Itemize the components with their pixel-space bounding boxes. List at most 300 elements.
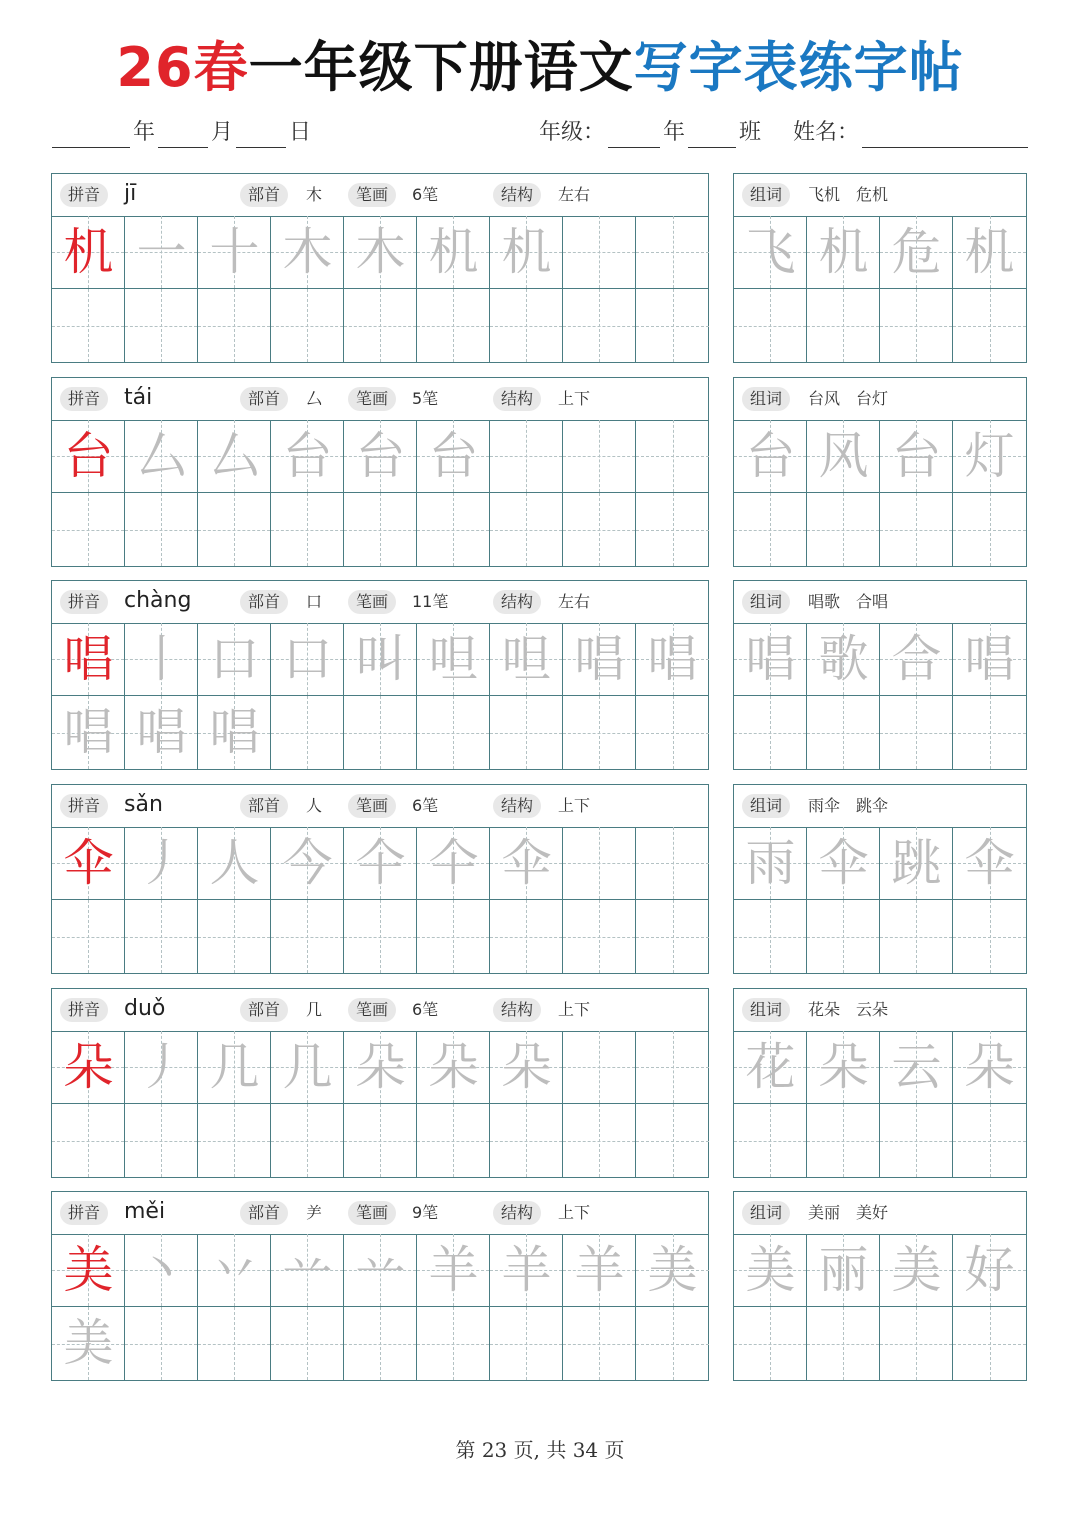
pinyin-value: duǒ xyxy=(124,996,166,1021)
word-cell[interactable] xyxy=(953,1307,1026,1380)
stroke-step-character: 朵 xyxy=(501,1038,552,1096)
name-label: 姓名： xyxy=(792,120,859,145)
word-cell[interactable] xyxy=(734,1307,807,1380)
writing-cell[interactable] xyxy=(636,900,709,973)
words-tag: 组词 xyxy=(742,794,790,818)
word-cell[interactable] xyxy=(807,623,880,696)
words-tag: 组词 xyxy=(742,1201,790,1225)
word-cell[interactable] xyxy=(953,900,1026,973)
stroke-step-character: 几 xyxy=(209,1038,260,1096)
word-cell[interactable] xyxy=(880,900,953,973)
word-cell[interactable] xyxy=(807,900,880,973)
writing-cell[interactable] xyxy=(490,900,563,973)
words-tag: 组词 xyxy=(742,998,790,1022)
word-cell[interactable] xyxy=(953,289,1026,362)
writing-cell[interactable] xyxy=(198,216,271,289)
word-cell[interactable] xyxy=(807,1104,880,1177)
writing-cell[interactable] xyxy=(198,827,271,900)
word-cell[interactable] xyxy=(734,493,807,566)
writing-cell[interactable] xyxy=(198,696,271,769)
writing-cell[interactable] xyxy=(52,1104,125,1177)
year-blank[interactable] xyxy=(52,119,130,148)
stroke-step-character: 台 xyxy=(282,427,333,485)
word-trace-character: 机 xyxy=(964,223,1015,281)
writing-cell[interactable] xyxy=(125,493,198,566)
character-info-bar xyxy=(52,1192,708,1235)
writing-cell[interactable] xyxy=(271,696,344,769)
structure-value: 上下 xyxy=(558,389,591,408)
radical-value: 人 xyxy=(306,796,323,815)
writing-cell[interactable] xyxy=(125,900,198,973)
writing-cell[interactable] xyxy=(271,493,344,566)
writing-cell[interactable] xyxy=(417,289,490,362)
writing-cell[interactable] xyxy=(52,1031,125,1104)
word-cell[interactable] xyxy=(807,1234,880,1307)
writing-cell[interactable] xyxy=(417,493,490,566)
writing-cell[interactable] xyxy=(198,623,271,696)
radical-value: 木 xyxy=(306,185,323,204)
word-cell[interactable] xyxy=(880,1031,953,1104)
writing-cell[interactable] xyxy=(52,1234,125,1307)
writing-cell[interactable] xyxy=(417,623,490,696)
model-character: 美 xyxy=(63,1241,114,1299)
writing-cell[interactable] xyxy=(198,493,271,566)
writing-cell[interactable] xyxy=(52,289,125,362)
writing-cell[interactable] xyxy=(490,623,563,696)
word-cell[interactable] xyxy=(734,696,807,769)
writing-cell[interactable] xyxy=(490,420,563,493)
writing-cell[interactable] xyxy=(198,1031,271,1104)
title-subject: 写字表练字帖 xyxy=(633,36,964,99)
radical-value: 口 xyxy=(306,592,323,611)
words-panel xyxy=(733,580,1027,770)
structure-value: 上下 xyxy=(558,1000,591,1019)
writing-cell[interactable] xyxy=(417,696,490,769)
writing-cell[interactable] xyxy=(636,216,709,289)
word-cell[interactable] xyxy=(880,827,953,900)
word-cell[interactable] xyxy=(880,1104,953,1177)
words-value: 雨伞 跳伞 xyxy=(808,796,889,815)
student-fields xyxy=(536,118,1028,148)
radical-tag: 部首 xyxy=(240,387,288,411)
writing-cell[interactable] xyxy=(563,420,636,493)
strokes-value: 6笔 xyxy=(412,1000,439,1019)
writing-cell[interactable] xyxy=(563,493,636,566)
writing-cell[interactable] xyxy=(125,1104,198,1177)
words-tag: 组词 xyxy=(742,183,790,207)
words-value: 美丽 美好 xyxy=(808,1203,889,1222)
word-cell[interactable] xyxy=(734,1234,807,1307)
writing-cell[interactable] xyxy=(636,1104,709,1177)
stroke-step-character: 今 xyxy=(282,834,333,892)
words-info-bar xyxy=(734,1192,1026,1235)
word-cell[interactable] xyxy=(880,420,953,493)
strokes-value: 6笔 xyxy=(412,185,439,204)
writing-cell[interactable] xyxy=(125,827,198,900)
stroke-step-character: 呾 xyxy=(428,630,479,688)
word-trace-character: 云 xyxy=(891,1038,942,1096)
stroke-step-character: 朵 xyxy=(428,1038,479,1096)
title-grade: 一年级下册语文 xyxy=(248,36,634,99)
strokes-tag: 笔画 xyxy=(348,183,396,207)
character-info-bar xyxy=(52,581,708,624)
writing-cell[interactable] xyxy=(198,1104,271,1177)
pinyin-value: měi xyxy=(124,1199,166,1224)
word-cell[interactable] xyxy=(734,827,807,900)
stroke-step-character: 仐 xyxy=(428,834,479,892)
pinyin-value: tái xyxy=(124,385,153,410)
word-cell[interactable] xyxy=(807,827,880,900)
writing-cell[interactable] xyxy=(271,1031,344,1104)
day-label: 日 xyxy=(289,120,312,145)
pinyin-value: chàng xyxy=(124,588,192,613)
writing-cell[interactable] xyxy=(52,1307,125,1380)
writing-cell[interactable] xyxy=(271,1234,344,1307)
word-trace-character: 花 xyxy=(745,1038,796,1096)
writing-cell[interactable] xyxy=(125,1031,198,1104)
writing-cell[interactable] xyxy=(344,289,417,362)
structure-value: 上下 xyxy=(558,796,591,815)
word-cell[interactable] xyxy=(807,696,880,769)
words-tag: 组词 xyxy=(742,590,790,614)
pinyin-value: sǎn xyxy=(124,792,163,817)
word-trace-character: 伞 xyxy=(818,834,869,892)
writing-cell[interactable] xyxy=(52,623,125,696)
character-panel xyxy=(51,377,709,567)
writing-cell[interactable] xyxy=(563,900,636,973)
character-info-bar xyxy=(52,378,708,421)
pinyin-value: jī xyxy=(124,181,137,206)
month-label: 月 xyxy=(211,120,234,145)
writing-cell[interactable] xyxy=(417,1234,490,1307)
writing-cell[interactable] xyxy=(636,1307,709,1380)
structure-value: 左右 xyxy=(558,592,591,611)
structure-value: 左右 xyxy=(558,185,591,204)
character-panel xyxy=(51,988,709,1178)
page-number: 第 23 页, 共 34 页 xyxy=(455,1438,625,1462)
word-cell[interactable] xyxy=(880,623,953,696)
word-trace-character: 台 xyxy=(891,427,942,485)
word-cell[interactable] xyxy=(734,900,807,973)
writing-cell[interactable] xyxy=(636,493,709,566)
writing-cell[interactable] xyxy=(198,289,271,362)
stroke-step-character: 木 xyxy=(282,223,333,281)
word-trace-character: 雨 xyxy=(745,834,796,892)
writing-cell[interactable] xyxy=(344,623,417,696)
word-cell[interactable] xyxy=(880,696,953,769)
stroke-step-character: 唱 xyxy=(209,703,260,761)
pinyin-tag: 拼音 xyxy=(60,794,108,818)
writing-cell[interactable] xyxy=(417,420,490,493)
writing-cell[interactable] xyxy=(563,216,636,289)
writing-cell[interactable] xyxy=(344,827,417,900)
character-panel xyxy=(51,784,709,974)
writing-cell[interactable] xyxy=(563,1104,636,1177)
practice-row xyxy=(0,377,1080,567)
writing-cell[interactable] xyxy=(198,1234,271,1307)
word-cell[interactable] xyxy=(734,289,807,362)
radical-tag: 部首 xyxy=(240,590,288,614)
month-blank[interactable] xyxy=(158,119,208,148)
word-cell[interactable] xyxy=(880,1307,953,1380)
strokes-tag: 笔画 xyxy=(348,387,396,411)
radical-tag: 部首 xyxy=(240,183,288,207)
writing-cell[interactable] xyxy=(52,696,125,769)
stroke-step-character: 机 xyxy=(501,223,552,281)
words-info-bar xyxy=(734,989,1026,1032)
stroke-step-character: 丨 xyxy=(136,630,187,688)
writing-cell[interactable] xyxy=(636,1031,709,1104)
stroke-step-character: 厶 xyxy=(136,427,187,485)
writing-cell[interactable] xyxy=(417,900,490,973)
writing-cell[interactable] xyxy=(490,493,563,566)
writing-cell[interactable] xyxy=(344,493,417,566)
writing-cell[interactable] xyxy=(490,696,563,769)
writing-cell[interactable] xyxy=(344,216,417,289)
writing-cell[interactable] xyxy=(198,900,271,973)
word-cell[interactable] xyxy=(953,420,1026,493)
writing-cell[interactable] xyxy=(636,1234,709,1307)
word-cell[interactable] xyxy=(880,493,953,566)
word-cell[interactable] xyxy=(734,420,807,493)
words-info-bar xyxy=(734,581,1026,624)
writing-cell[interactable] xyxy=(198,1307,271,1380)
stroke-step-character: 羊 xyxy=(501,1241,552,1299)
writing-cell[interactable] xyxy=(490,289,563,362)
character-panel xyxy=(51,580,709,770)
writing-cell[interactable] xyxy=(636,289,709,362)
structure-tag: 结构 xyxy=(493,183,541,207)
stroke-step-character: 羊 xyxy=(574,1241,625,1299)
stroke-step-character: 伞 xyxy=(501,834,552,892)
word-trace-character: 朵 xyxy=(964,1038,1015,1096)
structure-tag: 结构 xyxy=(493,590,541,614)
grade-blank[interactable] xyxy=(608,119,660,148)
writing-cell[interactable] xyxy=(417,1031,490,1104)
writing-cell[interactable] xyxy=(636,696,709,769)
stroke-step-character: 人 xyxy=(209,834,260,892)
stroke-step-character: 丷 xyxy=(209,1241,260,1299)
writing-cell[interactable] xyxy=(417,827,490,900)
word-trace-character: 美 xyxy=(891,1241,942,1299)
word-cell[interactable] xyxy=(880,216,953,289)
stroke-step-character: 口 xyxy=(282,630,333,688)
word-trace-character: 丽 xyxy=(818,1241,869,1299)
writing-cell[interactable] xyxy=(125,623,198,696)
pinyin-tag: 拼音 xyxy=(60,1201,108,1225)
writing-cell[interactable] xyxy=(125,216,198,289)
words-value: 飞机 危机 xyxy=(808,185,889,204)
word-trace-character: 机 xyxy=(818,223,869,281)
stroke-step-character: 唱 xyxy=(63,703,114,761)
writing-cell[interactable] xyxy=(563,827,636,900)
words-panel xyxy=(733,784,1027,974)
words-panel xyxy=(733,377,1027,567)
radical-value: ⺶ xyxy=(306,1203,323,1222)
word-cell[interactable] xyxy=(953,216,1026,289)
word-trace-character: 飞 xyxy=(745,223,796,281)
word-trace-character: 歌 xyxy=(818,630,869,688)
writing-cell[interactable] xyxy=(344,1307,417,1380)
word-trace-character: 唱 xyxy=(745,630,796,688)
word-trace-character: 合 xyxy=(891,630,942,688)
word-cell[interactable] xyxy=(953,1104,1026,1177)
year-label: 年 xyxy=(133,120,156,145)
word-cell[interactable] xyxy=(734,623,807,696)
character-panel xyxy=(51,1191,709,1381)
word-cell[interactable] xyxy=(734,216,807,289)
stroke-step-character: 一 xyxy=(136,223,187,281)
words-panel xyxy=(733,988,1027,1178)
word-cell[interactable] xyxy=(880,1234,953,1307)
word-trace-character: 朵 xyxy=(818,1038,869,1096)
stroke-step-character: 朵 xyxy=(355,1038,406,1096)
writing-cell[interactable] xyxy=(490,1307,563,1380)
word-cell[interactable] xyxy=(807,216,880,289)
character-info-bar xyxy=(52,785,708,828)
practice-row xyxy=(0,784,1080,974)
writing-cell[interactable] xyxy=(417,216,490,289)
pinyin-tag: 拼音 xyxy=(60,183,108,207)
word-cell[interactable] xyxy=(734,1104,807,1177)
stroke-step-character: 几 xyxy=(282,1038,333,1096)
writing-cell[interactable] xyxy=(125,1307,198,1380)
writing-cell[interactable] xyxy=(271,900,344,973)
writing-cell[interactable] xyxy=(417,1307,490,1380)
word-cell[interactable] xyxy=(953,827,1026,900)
structure-tag: 结构 xyxy=(493,1201,541,1225)
strokes-tag: 笔画 xyxy=(348,1201,396,1225)
writing-cell[interactable] xyxy=(563,1031,636,1104)
writing-cell[interactable] xyxy=(490,216,563,289)
writing-cell[interactable] xyxy=(271,216,344,289)
page-title xyxy=(0,32,1080,104)
writing-cell[interactable] xyxy=(271,289,344,362)
radical-value: 几 xyxy=(306,1000,323,1019)
word-cell[interactable] xyxy=(807,1307,880,1380)
writing-cell[interactable] xyxy=(344,1104,417,1177)
strokes-tag: 笔画 xyxy=(348,590,396,614)
word-trace-character: 灯 xyxy=(964,427,1015,485)
name-blank[interactable] xyxy=(862,119,1028,148)
day-blank[interactable] xyxy=(236,119,286,148)
stroke-step-character: 口 xyxy=(209,630,260,688)
writing-cell[interactable] xyxy=(636,623,709,696)
writing-cell[interactable] xyxy=(52,827,125,900)
words-value: 台风 台灯 xyxy=(808,389,889,408)
strokes-value: 9笔 xyxy=(412,1203,439,1222)
writing-cell[interactable] xyxy=(271,1104,344,1177)
radical-value: 厶 xyxy=(306,389,323,408)
character-info-bar xyxy=(52,174,708,217)
stroke-step-character: 台 xyxy=(428,427,479,485)
writing-cell[interactable] xyxy=(417,1104,490,1177)
stroke-step-character: 丿 xyxy=(136,834,187,892)
word-trace-character: 唱 xyxy=(964,630,1015,688)
word-cell[interactable] xyxy=(953,623,1026,696)
writing-cell[interactable] xyxy=(271,623,344,696)
words-panel xyxy=(733,1191,1027,1381)
stroke-step-character: 䒑 xyxy=(355,1241,406,1299)
word-trace-character: 危 xyxy=(891,223,942,281)
writing-cell[interactable] xyxy=(563,696,636,769)
writing-cell[interactable] xyxy=(52,420,125,493)
word-cell[interactable] xyxy=(953,1031,1026,1104)
writing-cell[interactable] xyxy=(52,493,125,566)
writing-cell[interactable] xyxy=(490,1031,563,1104)
writing-cell[interactable] xyxy=(344,420,417,493)
word-cell[interactable] xyxy=(734,1031,807,1104)
model-character: 伞 xyxy=(63,834,114,892)
word-trace-character: 台 xyxy=(745,427,796,485)
word-cell[interactable] xyxy=(807,420,880,493)
writing-cell[interactable] xyxy=(125,420,198,493)
stroke-step-character: 唱 xyxy=(136,703,187,761)
writing-cell[interactable] xyxy=(490,1104,563,1177)
word-trace-character: 美 xyxy=(745,1241,796,1299)
word-trace-character: 好 xyxy=(964,1241,1015,1299)
model-character: 机 xyxy=(63,223,114,281)
writing-cell[interactable] xyxy=(344,1234,417,1307)
stroke-step-character: 羊 xyxy=(428,1241,479,1299)
stroke-step-character: 唱 xyxy=(647,630,698,688)
word-cell[interactable] xyxy=(880,289,953,362)
writing-cell[interactable] xyxy=(271,1307,344,1380)
writing-cell[interactable] xyxy=(563,623,636,696)
word-cell[interactable] xyxy=(807,493,880,566)
strokes-value: 5笔 xyxy=(412,389,439,408)
writing-cell[interactable] xyxy=(271,827,344,900)
grade-label: 年级： xyxy=(538,120,605,145)
structure-tag: 结构 xyxy=(493,794,541,818)
writing-cell[interactable] xyxy=(563,1234,636,1307)
character-info-bar xyxy=(52,989,708,1032)
writing-cell[interactable] xyxy=(490,827,563,900)
writing-cell[interactable] xyxy=(344,900,417,973)
practice-row xyxy=(0,580,1080,770)
writing-cell[interactable] xyxy=(125,289,198,362)
writing-cell[interactable] xyxy=(198,420,271,493)
word-cell[interactable] xyxy=(807,1031,880,1104)
writing-cell[interactable] xyxy=(52,900,125,973)
practice-row xyxy=(0,988,1080,1178)
pinyin-tag: 拼音 xyxy=(60,590,108,614)
writing-cell[interactable] xyxy=(125,696,198,769)
stroke-step-character: 木 xyxy=(355,223,406,281)
class-blank[interactable] xyxy=(688,119,736,148)
writing-cell[interactable] xyxy=(563,289,636,362)
word-cell[interactable] xyxy=(807,289,880,362)
stroke-step-character: 仐 xyxy=(355,834,406,892)
word-cell[interactable] xyxy=(953,1234,1026,1307)
writing-cell[interactable] xyxy=(52,216,125,289)
word-cell[interactable] xyxy=(953,696,1026,769)
words-tag: 组词 xyxy=(742,387,790,411)
writing-cell[interactable] xyxy=(344,1031,417,1104)
writing-cell[interactable] xyxy=(636,827,709,900)
word-cell[interactable] xyxy=(953,493,1026,566)
writing-cell[interactable] xyxy=(344,696,417,769)
stroke-step-character: 丿 xyxy=(136,1038,187,1096)
writing-cell[interactable] xyxy=(636,420,709,493)
model-character: 唱 xyxy=(63,630,114,688)
writing-cell[interactable] xyxy=(490,1234,563,1307)
writing-cell[interactable] xyxy=(271,420,344,493)
writing-cell[interactable] xyxy=(563,1307,636,1380)
character-panel xyxy=(51,173,709,363)
words-value: 花朵 云朵 xyxy=(808,1000,889,1019)
writing-cell[interactable] xyxy=(125,1234,198,1307)
